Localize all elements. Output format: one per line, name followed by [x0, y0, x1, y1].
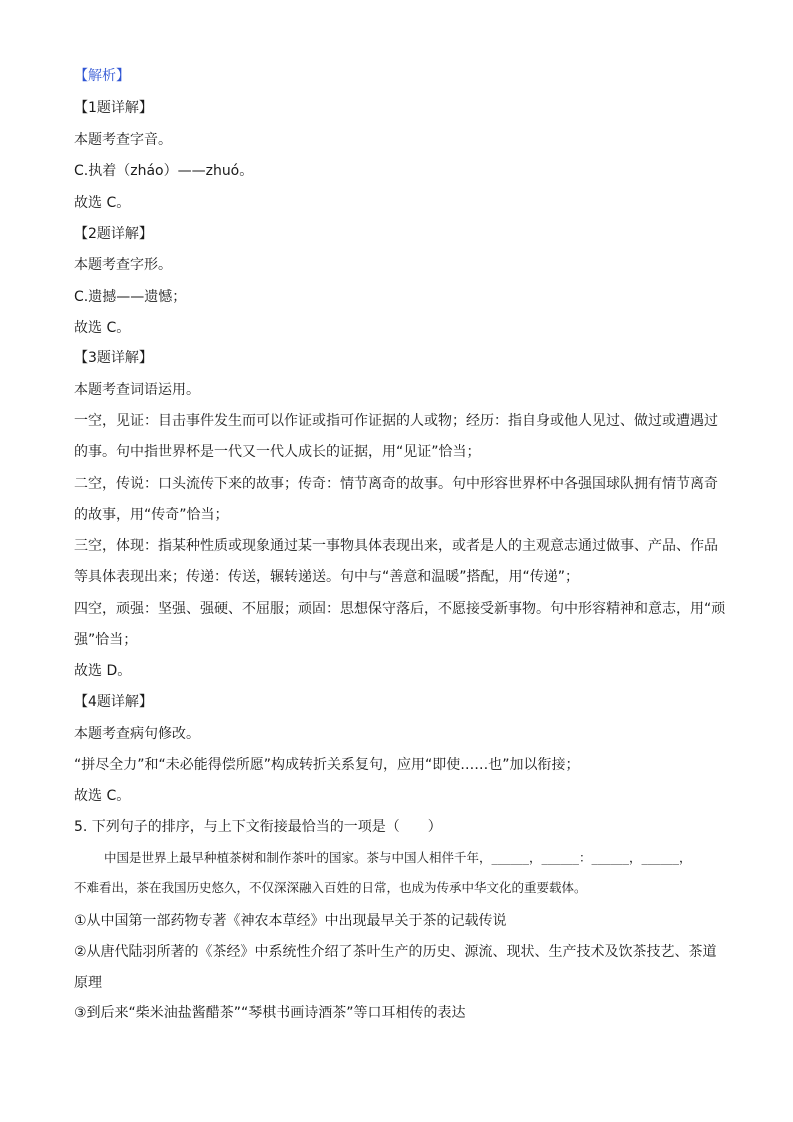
q3-topic: 本题考查词语运用。: [74, 382, 200, 398]
q1-detail: C.执着（zháo）——zhuó。: [74, 163, 254, 179]
q3-line: 的故事，用“传奇”恰当；: [74, 507, 229, 523]
q4-detail: “拼尽全力”和“未必能得偿所愿”构成转折关系复句，应用“即使……也”加以衔接；: [74, 757, 580, 773]
q5-question: 5. 下列句子的排序，与上下文衔接最恰当的一项是（ ）: [74, 819, 442, 835]
q3-line: 的事。句中指世界杯是一代又一代人成长的证据，用“见证”恰当；: [74, 444, 481, 460]
q3-line: 二空，传说：口头流传下来的故事；传奇：情节离奇的故事。句中形容世界杯中各强国球队拥有情节离奇: [74, 476, 718, 492]
q5-option: 原理: [74, 975, 102, 991]
q2-topic: 本题考查字形。: [74, 257, 172, 273]
q1-heading: 【1题详解】: [74, 100, 153, 116]
q5-passage-line: 中国是世界上最早种植茶树和制作茶叶的国家。茶与中国人相伴千年，______，______：______，______，: [104, 850, 692, 865]
q5-option: ③到后来“柴米油盐酱醋茶”“琴棋书画诗酒茶”等口耳相传的表达: [74, 1005, 466, 1021]
q1-topic: 本题考查字音。: [74, 132, 172, 148]
q4-answer: 故选 C。: [74, 788, 131, 804]
q5-option: ②从唐代陆羽所著的《茶经》中系统性介绍了茶叶生产的历史、源流、现状、生产技术及饮茶技艺、茶道: [74, 944, 717, 960]
q2-detail: C.遗撼——遗憾；: [74, 289, 187, 305]
q3-line: 强”恰当；: [74, 632, 138, 648]
q3-line: 三空，体现：指某种性质或现象通过某一事物具体表现出来，或者是人的主观意志通过做事、产品、作品: [74, 538, 718, 554]
q3-line: 一空，见证：目击事件发生而可以作证或指可作证据的人或物；经历：指自身或他人见过、做过或遭遇过: [74, 413, 718, 429]
q2-answer: 故选 C。: [74, 320, 131, 336]
q1-answer: 故选 C。: [74, 195, 131, 211]
q2-heading: 【2题详解】: [74, 226, 153, 242]
q3-line: 四空，顽强：坚强、强硬、不屈服；顽固：思想保守落后，不愿接受新事物。句中形容精神和意志，用“顽: [74, 601, 726, 617]
q5-option: ①从中国第一部药物专著《神农本草经》中出现最早关于茶的记载传说: [74, 913, 507, 929]
q3-line: 等具体表现出来；传递：传送，辗转递送。句中与“善意和温暖”搭配，用“传递”；: [74, 569, 580, 585]
q4-topic: 本题考查病句修改。: [74, 726, 200, 742]
q5-passage-line: 不难看出，茶在我国历史悠久，不仅深深融入百姓的日常，也成为传承中华文化的重要载体。: [74, 880, 587, 895]
q3-heading: 【3题详解】: [74, 350, 153, 366]
analysis-label: 【解析】: [74, 68, 130, 84]
q3-answer: 故选 D。: [74, 663, 132, 679]
q4-heading: 【4题详解】: [74, 694, 153, 710]
